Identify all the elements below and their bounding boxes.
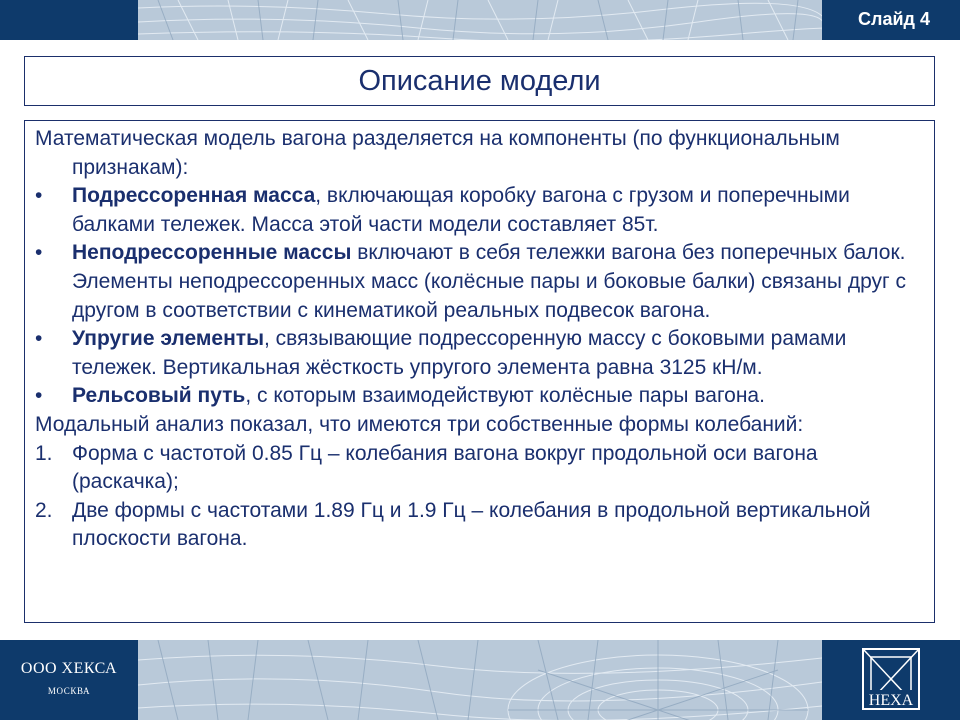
slide-title: Описание модели xyxy=(358,64,601,97)
header-navy-block-left xyxy=(0,0,138,40)
bullet-term: Подрессоренная масса xyxy=(72,184,316,208)
bullet-marker: • xyxy=(35,384,43,408)
header-band xyxy=(0,0,960,40)
bullet-term: Неподрессоренные массы xyxy=(72,241,352,265)
logo-text: HEXA xyxy=(868,692,914,709)
footer-navy-block-left xyxy=(0,640,138,720)
company-name: ООО ХЕКСА xyxy=(20,660,118,677)
slide-number: Слайд 4 xyxy=(858,9,930,29)
bullet-desc: , включающая коробку вагона с грузом и поперечными балками тележек. Масса этой части модели составляет 85т. xyxy=(72,184,850,236)
bullet-item xyxy=(35,239,924,325)
bullet-text xyxy=(72,239,924,325)
numbered-marker: 1. xyxy=(35,441,53,465)
footer-mesh-image xyxy=(138,640,822,720)
bullet-item xyxy=(35,382,924,411)
intro-paragraph: Математическая модель вагона разделяется на компоненты (по функциональным признакам): xyxy=(35,127,840,179)
numbered-item xyxy=(35,440,924,497)
bullet-marker: • xyxy=(35,327,43,351)
numbered-text: Две формы с частотами 1.89 Гц и 1.9 Гц – колебания в продольной вертикальной плоскости вагона. xyxy=(72,498,871,551)
bullet-marker: • xyxy=(35,241,43,265)
bullet-item xyxy=(35,325,924,382)
content-box xyxy=(24,120,935,623)
numbered-marker: 2. xyxy=(35,498,53,522)
bullet-desc: , связывающие подрессоренную массу с боковыми рамами тележек. Вертикальная жёсткость упругого элемента равна 3125 кН/м. xyxy=(72,327,847,379)
company-city: МОСКВА xyxy=(47,686,91,696)
bullet-desc: включают в себя тележки вагона без поперечных балок. Элементы неподрессоренных масс (колёсные пары и боковые балки) связаны друг с другом в соответствии с кинематикой реальных подвесок вагона. xyxy=(72,241,907,322)
bullet-text xyxy=(72,325,924,382)
bullet-text xyxy=(72,182,924,239)
bullet-marker: • xyxy=(35,184,43,208)
bullet-item xyxy=(35,182,924,239)
bullet-desc: , с которым взаимодействуют колёсные пары вагона. xyxy=(245,384,765,408)
header-mesh-image xyxy=(138,0,822,40)
numbered-item xyxy=(35,497,924,554)
footer-band xyxy=(0,640,960,720)
numbered-text: Форма с частотой 0.85 Гц – колебания вагона вокруг продольной оси вагона (раскачка); xyxy=(72,441,818,494)
bullet-text xyxy=(72,382,924,411)
hexa-logo xyxy=(862,648,920,710)
modal-intro-paragraph: Модальный анализ показал, что имеются три собственные формы колебаний: xyxy=(35,412,804,436)
title-box xyxy=(24,56,935,106)
bullet-term: Рельсовый путь xyxy=(72,384,246,408)
bullet-term: Упругие элементы xyxy=(72,327,265,351)
